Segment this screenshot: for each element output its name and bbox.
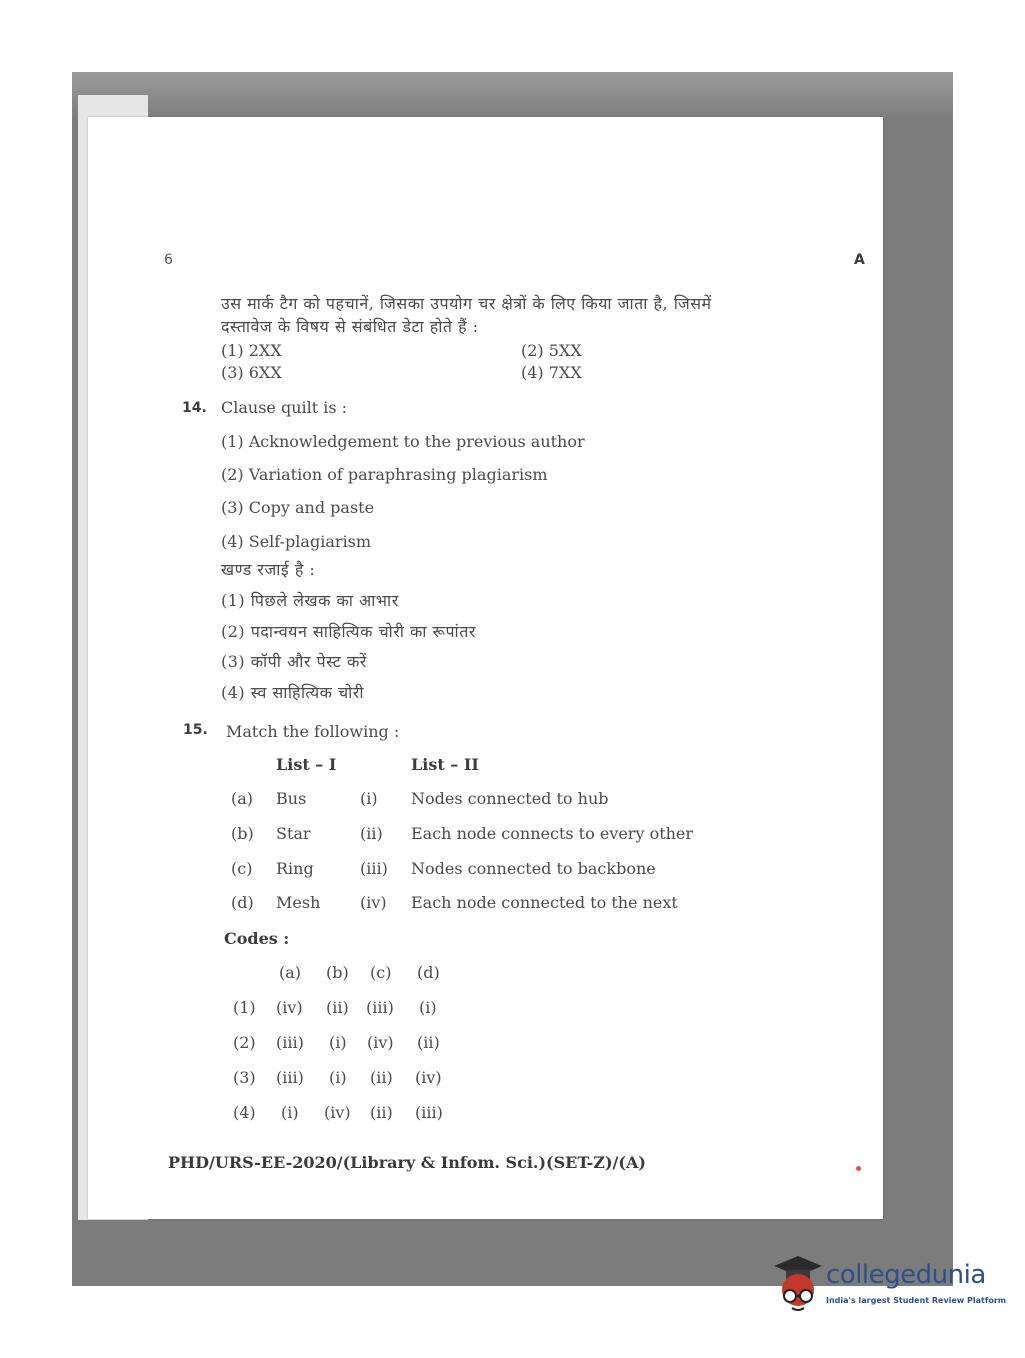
match-row-a-letter: (a) bbox=[231, 789, 254, 808]
code-option-4-b: (iv) bbox=[324, 1103, 351, 1122]
q13-hindi-line-2: दस्तावेज के विषय से संबंधित डेटा होते हैं : bbox=[221, 317, 479, 336]
match-row-c-letter: (c) bbox=[231, 859, 253, 878]
code-option-1-a: (iv) bbox=[276, 998, 303, 1017]
code-option-3-b: (i) bbox=[329, 1068, 347, 1087]
code-option-2-b: (i) bbox=[329, 1033, 347, 1052]
code-option-3-c: (ii) bbox=[370, 1068, 393, 1087]
q13-hindi-line-1: उस मार्क टैग को पहचानें, जिसका उपयोग चर क्षेत्रों के लिए किया जाता है, जिसमें bbox=[221, 294, 712, 313]
match-row-d-desc: Each node connected to the next bbox=[411, 893, 678, 912]
match-row-b-desc: Each node connects to every other bbox=[411, 824, 694, 843]
q13-option-2: (2) 5XX bbox=[521, 341, 582, 360]
codes-header-c: (c) bbox=[370, 963, 392, 982]
match-row-b-letter: (b) bbox=[231, 824, 254, 843]
list-1-header: List – I bbox=[276, 755, 337, 774]
match-row-b-item: Star bbox=[276, 824, 311, 843]
q14-hindi-option-1: (1) पिछले लेखक का आभार bbox=[221, 591, 399, 610]
q14-number: 14. bbox=[182, 400, 207, 416]
paper-code-footer: PHD/URS-EE-2020/(Library & Infom. Sci.)(SET-Z)/(A) bbox=[168, 1153, 646, 1172]
code-option-4-number: (4) bbox=[233, 1103, 256, 1122]
code-option-3-d: (iv) bbox=[415, 1068, 442, 1087]
q14-question: Clause quilt is : bbox=[221, 398, 348, 417]
red-dot-mark bbox=[856, 1166, 861, 1171]
code-option-1-c: (iii) bbox=[366, 998, 394, 1017]
brand-tagline: India's largest Student Review Platform bbox=[826, 1296, 1007, 1305]
code-option-1-b: (ii) bbox=[326, 998, 349, 1017]
codes-header-d: (d) bbox=[417, 963, 440, 982]
q14-hindi-question: खण्ड रजाई है : bbox=[221, 560, 316, 579]
match-row-c-item: Ring bbox=[276, 859, 314, 878]
code-option-3-a: (iii) bbox=[276, 1068, 304, 1087]
codes-label: Codes : bbox=[224, 929, 290, 948]
match-row-c-roman: (iii) bbox=[360, 859, 388, 878]
codes-header-a: (a) bbox=[279, 963, 302, 982]
match-row-d-letter: (d) bbox=[231, 893, 254, 912]
q15-question: Match the following : bbox=[226, 722, 400, 741]
q14-hindi-option-4: (4) स्व साहित्यिक चोरी bbox=[221, 683, 364, 702]
q14-option-2: (2) Variation of paraphrasing plagiarism bbox=[221, 465, 548, 484]
match-row-b-roman: (ii) bbox=[360, 824, 383, 843]
match-row-c-desc: Nodes connected to backbone bbox=[411, 859, 656, 878]
collegedunia-watermark bbox=[768, 1252, 1007, 1322]
match-row-a-item: Bus bbox=[276, 789, 307, 808]
code-option-2-a: (iii) bbox=[276, 1033, 304, 1052]
code-option-2-c: (iv) bbox=[367, 1033, 394, 1052]
code-option-4-a: (i) bbox=[281, 1103, 299, 1122]
match-row-d-item: Mesh bbox=[276, 893, 321, 912]
q14-option-4: (4) Self-plagiarism bbox=[221, 532, 371, 551]
q15-number: 15. bbox=[183, 722, 208, 738]
code-option-2-d: (ii) bbox=[417, 1033, 440, 1052]
code-option-1-d: (i) bbox=[419, 998, 437, 1017]
mascot-icon bbox=[768, 1252, 826, 1322]
page-number: 6 bbox=[164, 252, 173, 268]
match-row-d-roman: (iv) bbox=[360, 893, 387, 912]
codes-header-b: (b) bbox=[326, 963, 349, 982]
q14-hindi-option-2: (2) पदान्वयन साहित्यिक चोरी का रूपांतर bbox=[221, 622, 476, 641]
match-row-a-roman: (i) bbox=[360, 789, 378, 808]
match-row-a-desc: Nodes connected to hub bbox=[411, 789, 609, 808]
code-option-4-c: (ii) bbox=[370, 1103, 393, 1122]
q13-option-3: (3) 6XX bbox=[221, 363, 282, 382]
q14-hindi-option-3: (3) कॉपी और पेस्ट करें bbox=[221, 652, 367, 671]
exam-page bbox=[88, 117, 883, 1219]
q13-option-1: (1) 2XX bbox=[221, 341, 282, 360]
code-option-1-number: (1) bbox=[233, 998, 256, 1017]
code-option-3-number: (3) bbox=[233, 1068, 256, 1087]
code-option-2-number: (2) bbox=[233, 1033, 256, 1052]
brand-name: collegedunia bbox=[826, 1260, 986, 1290]
list-2-header: List – II bbox=[411, 755, 479, 774]
q14-option-3: (3) Copy and paste bbox=[221, 498, 375, 517]
q14-option-1: (1) Acknowledgement to the previous author bbox=[221, 432, 585, 451]
set-label: A bbox=[854, 252, 865, 268]
code-option-4-d: (iii) bbox=[415, 1103, 443, 1122]
q13-option-4: (4) 7XX bbox=[521, 363, 582, 382]
